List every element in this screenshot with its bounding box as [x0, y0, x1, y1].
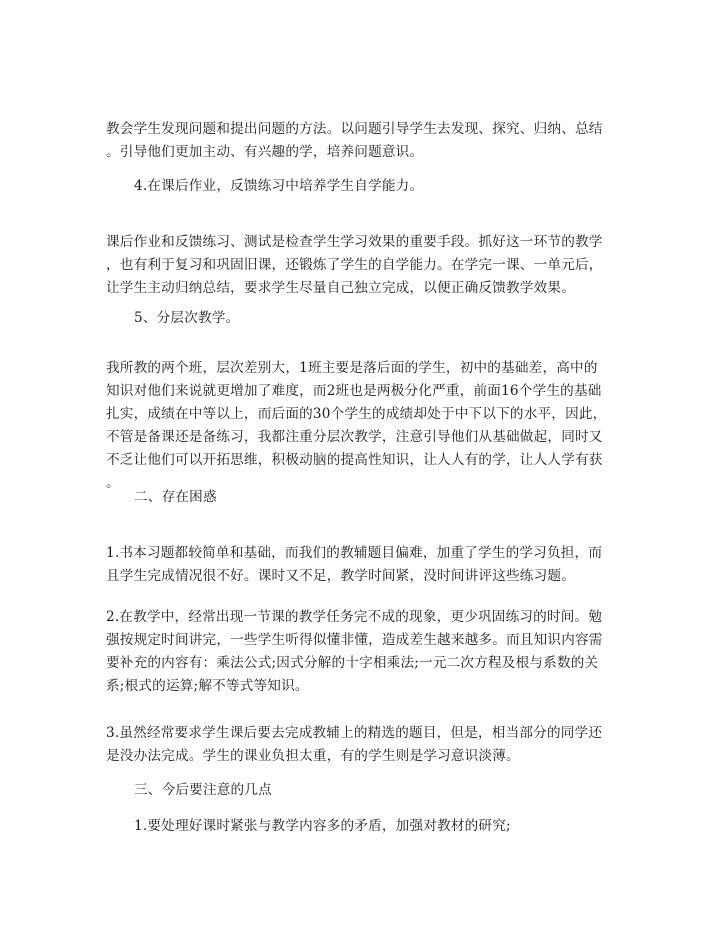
text-line: 扎实，成绩在中等以上，而后面的30个学生的成绩却处于中下以下的水平，因此， [106, 406, 607, 422]
paragraph-problem-awareness [106, 118, 618, 164]
text-line: 3.虽然经常要求学生课后要去完成教辅上的精选的题目，但是，相当部分的同学还 [106, 725, 603, 741]
text-line: 教会学生发现问题和提出问题的方法。以问题引导学生去发现、探究、归纳、总结 [106, 121, 603, 137]
text-line: 。引导他们更加主动、有兴趣的学，培养问题意识。 [106, 144, 424, 160]
text-line: 课后作业和反馈练习、测试是检查学生学习效果的重要手段。抓好这一环节的教学 [106, 234, 603, 250]
heading-tiered-teaching: 5、分层次教学。 [134, 310, 240, 326]
text-line: 不管是备课还是备练习，我都注重分层次教学，注意引导他们从基础做起，同时又 [106, 429, 603, 445]
text-line: 且学生完成情况很不好。课时又不足，教学时间紧，没时间讲评这些练习题。 [106, 568, 575, 584]
text-line: 系;根式的运算;解不等式等知识。 [106, 678, 309, 694]
text-line: 知识对他们来说就更增加了难度，而2班也是两极分化严重，前面16个学生的基础 [106, 383, 602, 399]
text-line: 让学生主动归纳总结，要求学生尽量自己独立完成，以便正确反馈教学效果。 [106, 280, 575, 296]
section-heading-difficulties: 二、存在困惑 [134, 489, 217, 505]
text-line: 1.书本习题都较简单和基础，而我们的教辅题目偏难，加重了学生的学习负担，而 [106, 545, 603, 561]
text-line: 2.在教学中，经常出现一节课的教学任务完不成的现象，更少巩固练习的时间。勉 [106, 609, 603, 625]
paragraph-two-classes [106, 357, 618, 495]
list-item-difficulty-3 [106, 722, 618, 768]
list-item-future-1: 1.要处理好课时紧张与教学内容多的矛盾，加强对教材的研究; [134, 818, 511, 834]
text-line: 。 [106, 475, 120, 491]
list-item-difficulty-1 [106, 542, 618, 588]
text-line: 是没办法完成。学生的课业负担太重，有的学生则是学习意识淡薄。 [106, 748, 520, 764]
text-line: ，也有利于复习和巩固旧课，还锻炼了学生的自学能力。在学完一课、一单元后， [106, 257, 603, 273]
text-line: 要补充的内容有：乘法公式;因式分解的十字相乘法;一元二次方程及根与系数的关 [106, 655, 599, 671]
paragraph-homework-feedback [106, 231, 618, 300]
list-item-difficulty-2 [106, 606, 618, 698]
text-line: 我所教的两个班，层次差别大，1班主要是落后面的学生，初中的基础差，高中的 [106, 360, 598, 376]
text-line: 不乏让他们可以开拓思维，积极动脑的提高性知识，让人人有的学，让人人学有获 [106, 452, 603, 468]
text-line: 强按规定时间讲完，一些学生听得似懂非懂，造成差生越来越多。而且知识内容需 [106, 632, 603, 648]
heading-homework-self-study: 4.在课后作业，反馈练习中培养学生自学能力。 [134, 178, 424, 194]
section-heading-future-points: 三、今后要注意的几点 [134, 782, 272, 798]
